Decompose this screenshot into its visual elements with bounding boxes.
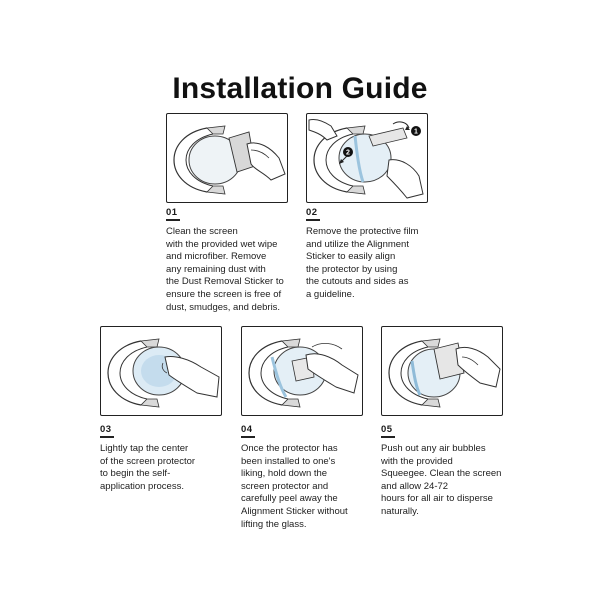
- step-5-line: and allow 24-72: [381, 480, 449, 492]
- step-4-line: been installed to one's: [241, 455, 336, 467]
- step-3-line: of the screen protector: [100, 455, 196, 467]
- step-5-line: hours for all air to disperse: [381, 493, 493, 505]
- step-4-line: screen protector and: [241, 480, 329, 492]
- step-2-number: 02: [306, 207, 320, 221]
- step-4-line: liking, hold down the: [241, 468, 328, 480]
- step-4-line: lifting the glass.: [241, 518, 307, 530]
- step-2-line: Remove the protective film: [306, 226, 419, 237]
- step-4-line: Alignment Sticker without: [241, 505, 348, 517]
- step-3-description: [100, 443, 195, 493]
- step-2-line: and utilize the Alignment: [306, 238, 409, 250]
- step-3-number: 03: [100, 424, 114, 438]
- step-2-illustration: [306, 113, 428, 203]
- step-1-line: the Dust Removal Sticker to: [166, 276, 284, 288]
- step-4-description: [241, 443, 348, 531]
- step-5-line: naturally.: [381, 505, 419, 517]
- step-3-line: to begin the self-: [100, 468, 171, 480]
- step-1-illustration: [166, 113, 288, 203]
- step-3-line: Lightly tap the center: [100, 443, 189, 454]
- step-2-line: a guideline.: [306, 288, 355, 300]
- step-3-illustration: [100, 326, 222, 416]
- step-1-line: ensure the screen is free of: [166, 288, 282, 300]
- callout-1: 1: [414, 128, 418, 136]
- step-1-line: dust, smudges, and debris.: [166, 301, 281, 313]
- step-1-line: and microfiber. Remove: [166, 251, 267, 263]
- step-2-line: the cutouts and sides as: [306, 276, 409, 288]
- step-5-illustration: [381, 326, 503, 416]
- step-5-line: with the provided: [381, 455, 453, 467]
- step-5-description: [381, 443, 501, 519]
- page-title: Installation Guide: [172, 72, 428, 105]
- step-5-line: Squeegee. Clean the screen: [381, 468, 502, 480]
- step-1-line: any remaining dust with: [166, 263, 266, 275]
- step-1-line: with the provided wet wipe: [166, 238, 278, 250]
- step-4-line: Once the protector has: [241, 443, 338, 454]
- step-2-line: Sticker to easily align: [306, 251, 396, 263]
- step-2-line: the protector by using: [306, 263, 398, 275]
- step-2-description: [306, 226, 418, 302]
- step-4-line: carefully peel away the: [241, 493, 338, 505]
- step-1-line: Clean the screen: [166, 226, 238, 237]
- step-3-line: application process.: [100, 480, 184, 492]
- step-1-number: 01: [166, 207, 180, 221]
- step-5-number: 05: [381, 424, 395, 438]
- step-1-description: [166, 226, 284, 314]
- step-4-illustration: [241, 326, 363, 416]
- step-5-line: Push out any air bubbles: [381, 443, 486, 454]
- step-4-number: 04: [241, 424, 255, 438]
- callout-2: 2: [346, 149, 350, 157]
